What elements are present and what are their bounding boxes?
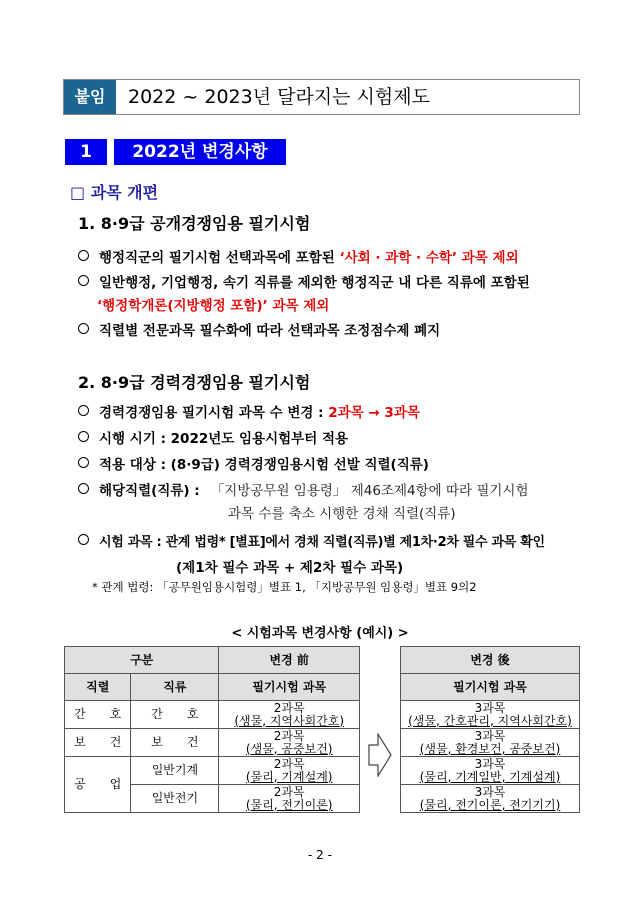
header-subjects: 필기시험 과목 bbox=[219, 674, 360, 701]
bullet-circle-icon bbox=[78, 457, 89, 468]
part2-title: 2. 8·9급 경력경쟁임용 필기시험 bbox=[78, 373, 311, 392]
bullet: 직렬별 전문과목 필수화에 따라 선택과목 조정점수제 폐지 bbox=[78, 319, 440, 339]
bullet-continuation: (제1차 필수 과목 + 제2차 필수 과목) bbox=[176, 560, 404, 576]
table-row: 간 호 간 호 2과목 (생물, 지역사회간호) bbox=[65, 701, 360, 729]
bullet: 적용 대상 : (8·9급) 경력경쟁임용시험 선발 직렬(직류) bbox=[78, 453, 429, 473]
section-title: 2022년 변경사항 bbox=[114, 139, 286, 165]
attachment-header bbox=[63, 79, 580, 115]
bullet: 일반행정, 기업행정, 속기 직류를 제외한 행정직군 내 다른 직류에 포함된 bbox=[78, 271, 530, 291]
bullet-circle-icon bbox=[78, 250, 89, 261]
header-category: 구분 bbox=[65, 647, 219, 674]
table-row: 3과목 (물리, 기계일반, 기계설계) bbox=[401, 757, 580, 785]
page-number: - 2 - bbox=[308, 848, 332, 862]
document-title: 2022 ~ 2023년 달라지는 시험제도 bbox=[128, 86, 430, 108]
header-subjects: 필기시험 과목 bbox=[401, 674, 580, 701]
footnote: * 관계 법령: 「공무원임용시험령」별표 1, 「지방공무원 임용령」별표 9의2 bbox=[92, 580, 477, 594]
subsection-heading: □ 과목 개편 bbox=[70, 183, 159, 202]
bullet: 시행 시기 : 2022년도 임용시험부터 적용 bbox=[78, 427, 348, 447]
table-row: 3과목 (생물, 간호관리, 지역사회간호) bbox=[401, 701, 580, 729]
bullet: 행정직군의 필기시험 선택과목에 포함된 ‘사회 · 과학 · 수학’ 과목 제외 bbox=[78, 246, 519, 266]
bullet-circle-icon bbox=[78, 534, 89, 545]
bullet-circle-icon bbox=[78, 275, 89, 286]
header-after: 변경 後 bbox=[401, 647, 580, 674]
header-series: 직렬 bbox=[65, 674, 131, 701]
table-row: 공 업 일반기계 2과목 (물리, 기계설계) bbox=[65, 757, 360, 785]
part1-title: 1. 8·9급 공개경쟁임용 필기시험 bbox=[78, 214, 311, 233]
table-row: 일반전기 2과목 (물리, 전기이론) bbox=[65, 785, 360, 813]
table-row: 3과목 (물리, 전기이론, 전기기기) bbox=[401, 785, 580, 813]
bullet-circle-icon bbox=[78, 323, 89, 334]
bullet-circle-icon bbox=[78, 405, 89, 416]
before-table bbox=[64, 646, 360, 813]
bullet-circle-icon bbox=[78, 431, 89, 442]
bullet: 경력경쟁임용 필기시험 과목 수 변경 : 2과목 → 3과목 bbox=[78, 401, 420, 421]
arrow-right-icon bbox=[368, 733, 392, 777]
table-row: 보 건 보 건 2과목 (생물, 공중보건) bbox=[65, 729, 360, 757]
table-row: 3과목 (생물, 환경보건, 공중보건) bbox=[401, 729, 580, 757]
header-before: 변경 前 bbox=[219, 647, 360, 674]
bullet-circle-icon bbox=[78, 483, 89, 494]
bullet: 해당직렬(직류) : 「지방공무원 임용령」 제46조제4항에 따라 필기시험 bbox=[78, 479, 529, 499]
section-number: 1 bbox=[65, 139, 107, 165]
bullet: 시험 과목 : 관계 법령* [별표]에서 경채 직렬(직류)별 제1차·2차 필수 과목 확인 bbox=[78, 531, 545, 550]
header-branch: 직류 bbox=[131, 674, 219, 701]
bullet-continuation: ‘행정학개론(지방행정 포함)’ 과목 제외 bbox=[97, 298, 330, 314]
table-caption: < 시험과목 변경사항 (예시) > bbox=[231, 626, 409, 641]
after-table bbox=[400, 646, 580, 813]
bullet-continuation: 과목 수를 축소 시행한 경채 직렬(직류) bbox=[228, 506, 456, 522]
attachment-tag: 붙임 bbox=[64, 80, 116, 114]
